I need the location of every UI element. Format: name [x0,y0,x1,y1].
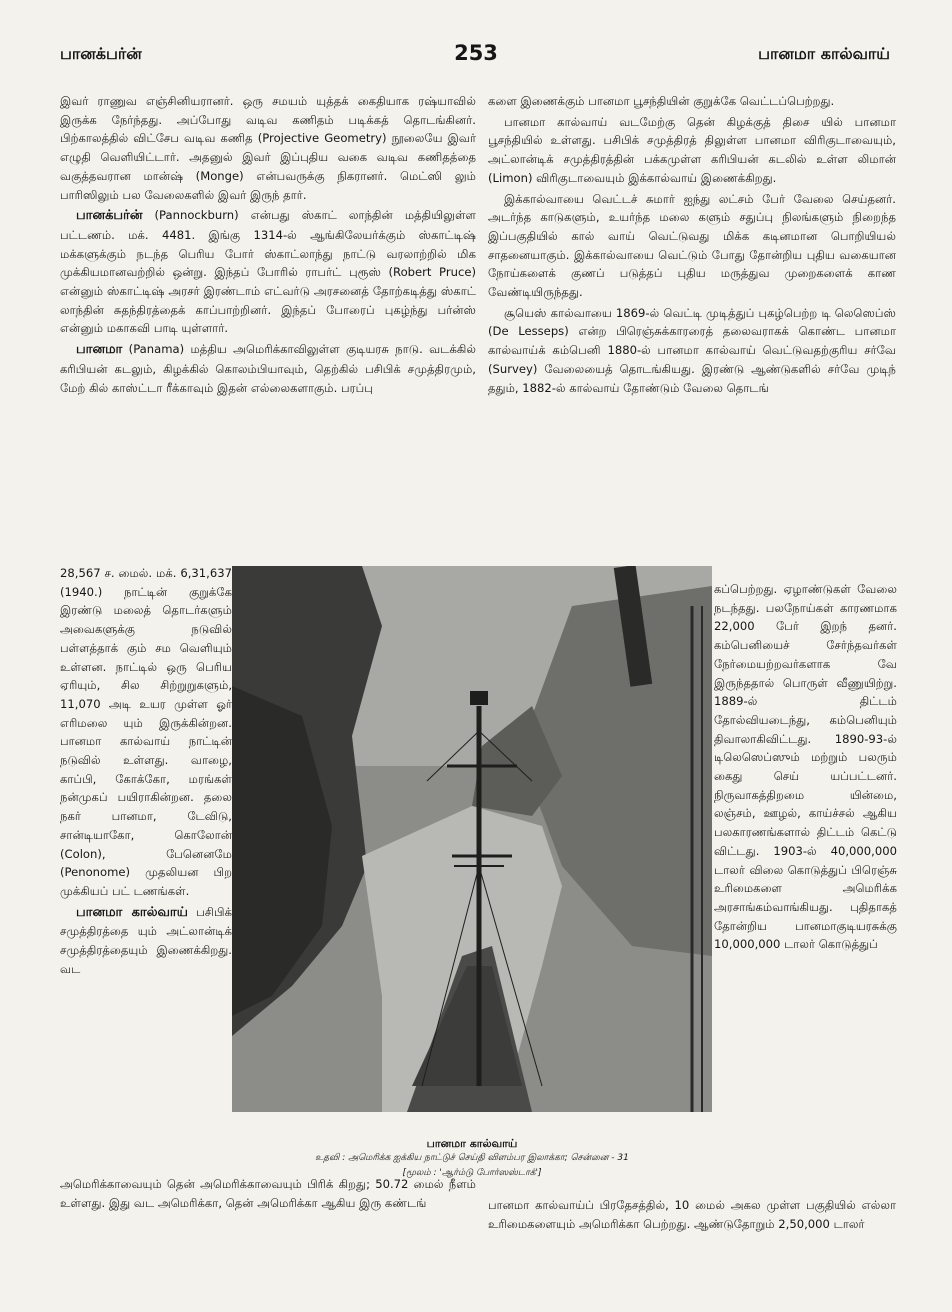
entry-panama [60,340,476,397]
entry-body: பசிபிக் சமுத்திரத்தை யும் அட்லான்டிக் சமுத்திரத்தையும் இணைக்கிறது. வட [60,904,232,976]
right-column-top [488,92,896,580]
headword: பானக்பர்ன் [76,208,143,224]
headword: பானமா கால்வாய் [76,904,188,920]
panama-canal-photo [232,566,712,1112]
paragraph: கப்பெற்றது. ஏழாண்டுகள் வேலை நடந்தது. பலநோய்கள் காரணமாக 22,000 பேர் இறந் தனர். கம்பெனியைச் சேர்ந்தவர்கள் நேர்மையற்றவர்களாக வே இருந்ததால் பொருள் வீணுயிற்று. 1889-ல் திட்டம் தோல்வியடைந்து, கம்பெனியும் திவாலாகிவிட்டது. 1890-93-ல் டிலெஸெப்ஸும் மற்றும் பலரும் கைது செய் யப்பட்டனர். நிருவாகத்திறமை யின்மை, லஞ்சம், ஊழல், காய்ச்சல் ஆகிய பலகாரணங்களால் திட்டம் கெட்டு விட்டது. 1903-ல் 40,000,000 டாலர் விலை கொடுத்துப் பிரெஞ்சு உரிமைகளை அமெரிக்க அரசாங்கம்வாங்கியது. புதிதாகத் தோன்றிய பானமாகுடியரசுக்கு 10,000,000 டாலர் கொடுத்துப் [714,582,897,952]
left-column-bottom [60,1175,476,1255]
headword: பானமா [76,342,123,358]
entry-panama-canal [60,903,232,979]
left-column-top [60,92,476,562]
paragraph: பானமா கால்வாய் வடமேற்கு தென் கிழக்குத் திசை யில் பானமா பூசந்தியில் உள்ளது. பசிபிக் சமுத்திரத் திலுள்ள பானமா விரிகுடாவையும், அட்லான்டிக் சமுத்திரத்தின் பக்கமுள்ள கரிபியன் கடலில் உள்ள லிமான் (Limon) விரிகுடாவையும் இக்கால்வாய் இணைக்கிறது. [488,114,896,185]
entry-pannockburn [60,206,476,338]
figure-credit: உதவி : அமெரிக்க ஐக்கிய நாட்டுச் செய்தி விளம்பர இலாக்கா; சென்னை - 31 [315,1153,629,1163]
right-narrow-column [714,580,897,1192]
entry-body: (Pannockburn) என்பது ஸ்காட் லாந்தின் மத்தியிலுள்ள பட்டணம். மக். 4481. இங்கு 1314-ல் ஆங்கிலேயர்க்கும் ஸ்காட்டிஷ் மக்களுக்கும் நடந்த பெரிய போர் ஸ்காட்லாந்து நாட்டு வரலாற்றில் மிக முக்கியமானவற்றில் ஒன்று. இந்தப் போரில் ராபர்ட் புரூஸ் (Robert Pruce) என்னும் ஸ்காட்டிஷ் அரசர் இரண்டாம் எட்வர்டு அரசனைத் தோற்கடித்து ஸ்காட் லாந்தின் சுதந்திரத்தைக் காப்பாற்றினர். இந்தப் போரைப் புகழ்ந்து பர்ன்ஸ் என்னும் மகாகவி பாடி யுள்ளார். [60,208,476,336]
right-column-bottom [488,1196,896,1256]
paragraph: 28,567 ச. மைல். மக். 6,31,637 (1940.) நாட்டின் குறுக்கே இரண்டு மலைத் தொடர்களும் அவைகளுக்கு நடுவில் பள்ளத்தாக் கும் சம வெளியும் உள்ளன. நாட்டில் ஒரு பெரிய ஏரியும், சில சிற்றுறுகளும், 11,070 அடி உயர முள்ள ஓர் எரிமலை யும் இருக்கின்றன. பானமா கால்வாய் நாட்டின் நடுவில் உள்ளது. வாழை, காப்பி, கோக்கோ, மரங்கள் நன்முகப் பயிராகின்றன. தலை நகர் பானமா, டேவிடு, சான்டியாகோ, கொலோன் (Colon), பேனெனமே (Penonome) முதலியன பிற முக்கியப் பட் டணங்கள். [60,566,232,898]
paragraph: அமெரிக்காவையும் தென் அமெரிக்காவையும் பிரிக் கிறது; 50.72 மைல் நீளம் உள்ளது. இது வட அமெரிக்கா, தென் அமெரிக்கா ஆகிய இரு கண்டங் [60,1177,476,1210]
running-head-right: பானமா கால்வாய் [758,44,890,63]
entry-body: (Panama) மத்திய அமெரிக்காவிலுள்ள குடியரசு நாடு. வடக்கில் கரிபியன் கடலும், கிழக்கில் கொலம்பியாவும், தெற்கில் பசிபிக் சமுத்திரமும், மேற் கில் காஸ்ட்டா ரீக்காவும் இதன் எல்லைகளாகும். பரப்பு [60,342,476,395]
paragraph: இவர் ராணுவ எஞ்சினியரானர். ஒரு சமயம் யுத்தக் கைதியாக ரஷ்யாவில் இருக்க நேர்ந்தது. அப்போது வடிவ கணிதம் படிக்கத் தொடங்கினர். பிற்காலத்தில் விட்சேப வடிவ கணித (Projective Geometry) நூலையே இவர் எழுதி வெளியிட்டார். அதனுல் இவர் இப்புதிய வகை வடிவ கணிதத்தை வகுத்தவரான மான்ஷ் (Monge) என்பவருக்கு நிகரானர். மெட்ஸி லும் பாரிஸிலும் பல வேலைகளில் இவர் இருந் தார். [60,94,476,202]
paragraph: இக்கால்வாயை வெட்டச் சுமார் ஐந்து லட்சம் பேர் வேலை செய்தனர். அடர்ந்த காடுகளும், உயர்ந்த மலை களும் சதுப்பு நிலங்களும் நிறைந்த இப்பகுதியில் கால் வாய் வெட்டுவது மிக்க கடினமான பொறியியல் சாதனையாகும். இக்கால்வாயை வெட்டும் போது தோன்றிய புதிய வகையான நோய்களைக் குணப் படுத்தப் புதிய மருத்துவ முறைகளைக் காண வேண்டியிருந்தது. [488,191,896,300]
paragraph: களை இணைக்கும் பானமா பூசந்தியின் குறுக்கே வெட்டப்பெற்றது. [488,94,835,108]
left-narrow-column [60,564,232,1124]
paragraph: சூயெஸ் கால்வாயை 1869-ல் வெட்டி முடித்துப் புகழ்பெற்ற டி லெஸெப்ஸ் (De Lesseps) என்ற பிரெஞ்சுக்காரரைத் தலைவராகக் கொண்ட பானமா கால்வாய்க் கம்பெனி 1880-ல் பானமா கால்வாய் வெட்டுவதற்குரிய சர்வே (Survey) வேலையைத் தொடங்கியது. இரண்டு ஆண்டுகளில் சர்வே முடிந் ததும், 1882-ல் கால்வாய் தோண்டும் வேலை தொடங் [488,305,896,395]
running-head-left: பானக்பர்ன் [60,44,142,63]
paragraph: பானமா கால்வாய்ப் பிரதேசத்தில், 10 மைல் அகல முள்ள பகுதியில் எல்லா உரிமைகளையும் அமெரிக்கா பெற்றது. ஆண்டுதோறும் 2,50,000 டாலர் [488,1198,896,1231]
figure-caption-title: பானமா கால்வாய் [426,1137,518,1150]
figure-source: [மூலம் : 'ஆர்ம்டு போர்ஸஸ்டாக்'] [402,1168,542,1178]
photo-illustration [232,566,712,1112]
page-number: 253 [454,41,498,65]
